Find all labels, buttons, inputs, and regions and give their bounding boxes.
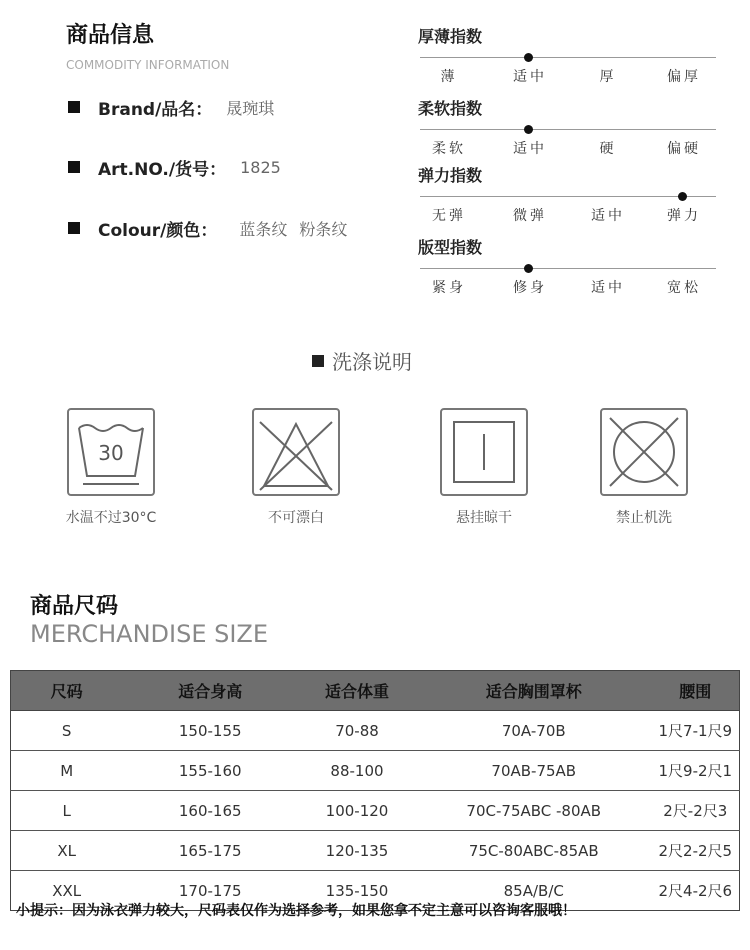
art-value: 1825 bbox=[240, 157, 281, 177]
colour-label: Colour/颜色： bbox=[98, 220, 218, 241]
index-marker bbox=[524, 125, 533, 134]
bullet-icon bbox=[68, 161, 80, 173]
info-subtitle: COMMODITY INFORMATION bbox=[66, 58, 230, 72]
index-option: 宽松 bbox=[667, 280, 701, 296]
index-option: 无弹 bbox=[432, 208, 466, 224]
size-tip: 小提示：因为泳衣弹力较大，尺码表仅作为选择参考，如果您拿不定主意可以咨询客服哦！ bbox=[16, 903, 576, 919]
wash-title: 洗涤说明 bbox=[332, 350, 412, 374]
index-title: 版型指数 bbox=[418, 238, 483, 257]
art-row bbox=[68, 155, 281, 179]
hang-dry-icon bbox=[440, 408, 528, 496]
art-label: Art.NO./货号： bbox=[98, 159, 227, 180]
index-option: 适中 bbox=[513, 141, 547, 157]
table-cell: 85A/B/C bbox=[503, 881, 564, 900]
index-option: 紧身 bbox=[432, 280, 466, 296]
brand-row bbox=[68, 95, 274, 119]
index-option: 微弹 bbox=[513, 208, 547, 224]
table-cell: 70AB-75AB bbox=[416, 751, 652, 791]
index-option: 修身 bbox=[513, 280, 547, 296]
index-option: 偏硬 bbox=[667, 141, 701, 157]
column-header: 尺码 bbox=[11, 671, 123, 711]
index-scale-line bbox=[420, 57, 716, 58]
bullet-icon bbox=[312, 355, 324, 367]
table-cell: 170-175 bbox=[178, 881, 242, 900]
table-cell: 2尺2-2尺5 bbox=[652, 831, 740, 871]
table-cell: 155-160 bbox=[122, 751, 298, 791]
table-cell: 120-135 bbox=[298, 831, 416, 871]
table-row bbox=[11, 711, 740, 751]
table-cell: 100-120 bbox=[298, 791, 416, 831]
table-cell: 160-165 bbox=[122, 791, 298, 831]
index-scale-line bbox=[420, 196, 716, 197]
index-marker bbox=[678, 192, 687, 201]
table-row bbox=[11, 751, 740, 791]
colour-value: 粉条纹 bbox=[299, 219, 348, 239]
table-cell: 70-88 bbox=[298, 711, 416, 751]
table-cell: 2尺4-2尺6 bbox=[658, 882, 733, 900]
table-cell: 150-155 bbox=[122, 711, 298, 751]
index-marker bbox=[524, 264, 533, 273]
table-cell: 75C-80ABC-85AB bbox=[416, 831, 652, 871]
wash-heading bbox=[312, 346, 412, 375]
index-option: 偏厚 bbox=[667, 69, 701, 85]
table-cell: XXL bbox=[52, 881, 82, 900]
table-row bbox=[11, 791, 740, 831]
table-cell: L bbox=[11, 791, 123, 831]
index-scale-line bbox=[420, 268, 716, 269]
wash-label: 禁止机洗 bbox=[616, 510, 672, 526]
column-header: 适合体重 bbox=[298, 671, 416, 711]
index-option: 适中 bbox=[591, 208, 625, 224]
index-option: 厚 bbox=[599, 69, 617, 85]
bullet-icon bbox=[68, 222, 80, 234]
table-cell: 1尺9-2尺1 bbox=[652, 751, 740, 791]
table-cell: 88-100 bbox=[298, 751, 416, 791]
table-cell: M bbox=[11, 751, 123, 791]
table-cell: S bbox=[11, 711, 123, 751]
index-option: 适中 bbox=[591, 280, 625, 296]
info-title: 商品信息 bbox=[66, 23, 155, 48]
index-option: 柔软 bbox=[432, 141, 466, 157]
wash-label: 水温不过30°C bbox=[65, 510, 157, 526]
column-header: 适合胸围罩杯 bbox=[416, 671, 652, 711]
size-title: 商品尺码 bbox=[30, 594, 119, 619]
size-table bbox=[10, 670, 740, 911]
table-cell: 70A-70B bbox=[416, 711, 652, 751]
bullet-icon bbox=[68, 101, 80, 113]
wash-label: 不可漂白 bbox=[268, 510, 324, 526]
column-header: 适合身高 bbox=[122, 671, 298, 711]
index-title: 柔软指数 bbox=[418, 99, 483, 118]
index-marker bbox=[524, 53, 533, 62]
table-header-row bbox=[11, 671, 740, 711]
index-option: 适中 bbox=[513, 69, 547, 85]
column-header: 腰围 bbox=[652, 671, 740, 711]
size-subtitle: MERCHANDISE SIZE bbox=[30, 620, 269, 648]
index-option: 硬 bbox=[599, 141, 617, 157]
index-option: 薄 bbox=[440, 69, 458, 85]
table-cell: 1尺7-1尺9 bbox=[652, 711, 740, 751]
table-row bbox=[11, 831, 740, 871]
table-cell: 165-175 bbox=[122, 831, 298, 871]
index-scale-line bbox=[420, 129, 716, 130]
colour-row bbox=[68, 216, 347, 240]
wash-30-icon bbox=[67, 408, 155, 496]
brand-value: 晟琬琪 bbox=[226, 98, 275, 118]
table-cell: 135-150 bbox=[325, 881, 389, 900]
wash-label: 悬挂晾干 bbox=[456, 510, 512, 526]
wash-temp: 30 bbox=[98, 441, 124, 465]
index-title: 厚薄指数 bbox=[418, 27, 483, 46]
table-cell: 70C-75ABC -80AB bbox=[416, 791, 652, 831]
index-title: 弹力指数 bbox=[418, 166, 483, 185]
table-cell: 2尺-2尺3 bbox=[652, 791, 740, 831]
brand-label: Brand/品名： bbox=[98, 99, 213, 120]
colour-value: 蓝条纹 bbox=[239, 219, 288, 239]
index-option: 弹力 bbox=[667, 208, 701, 224]
no-bleach-icon bbox=[252, 408, 340, 496]
no-machine-wash-icon bbox=[600, 408, 688, 496]
table-cell: XL bbox=[11, 831, 123, 871]
